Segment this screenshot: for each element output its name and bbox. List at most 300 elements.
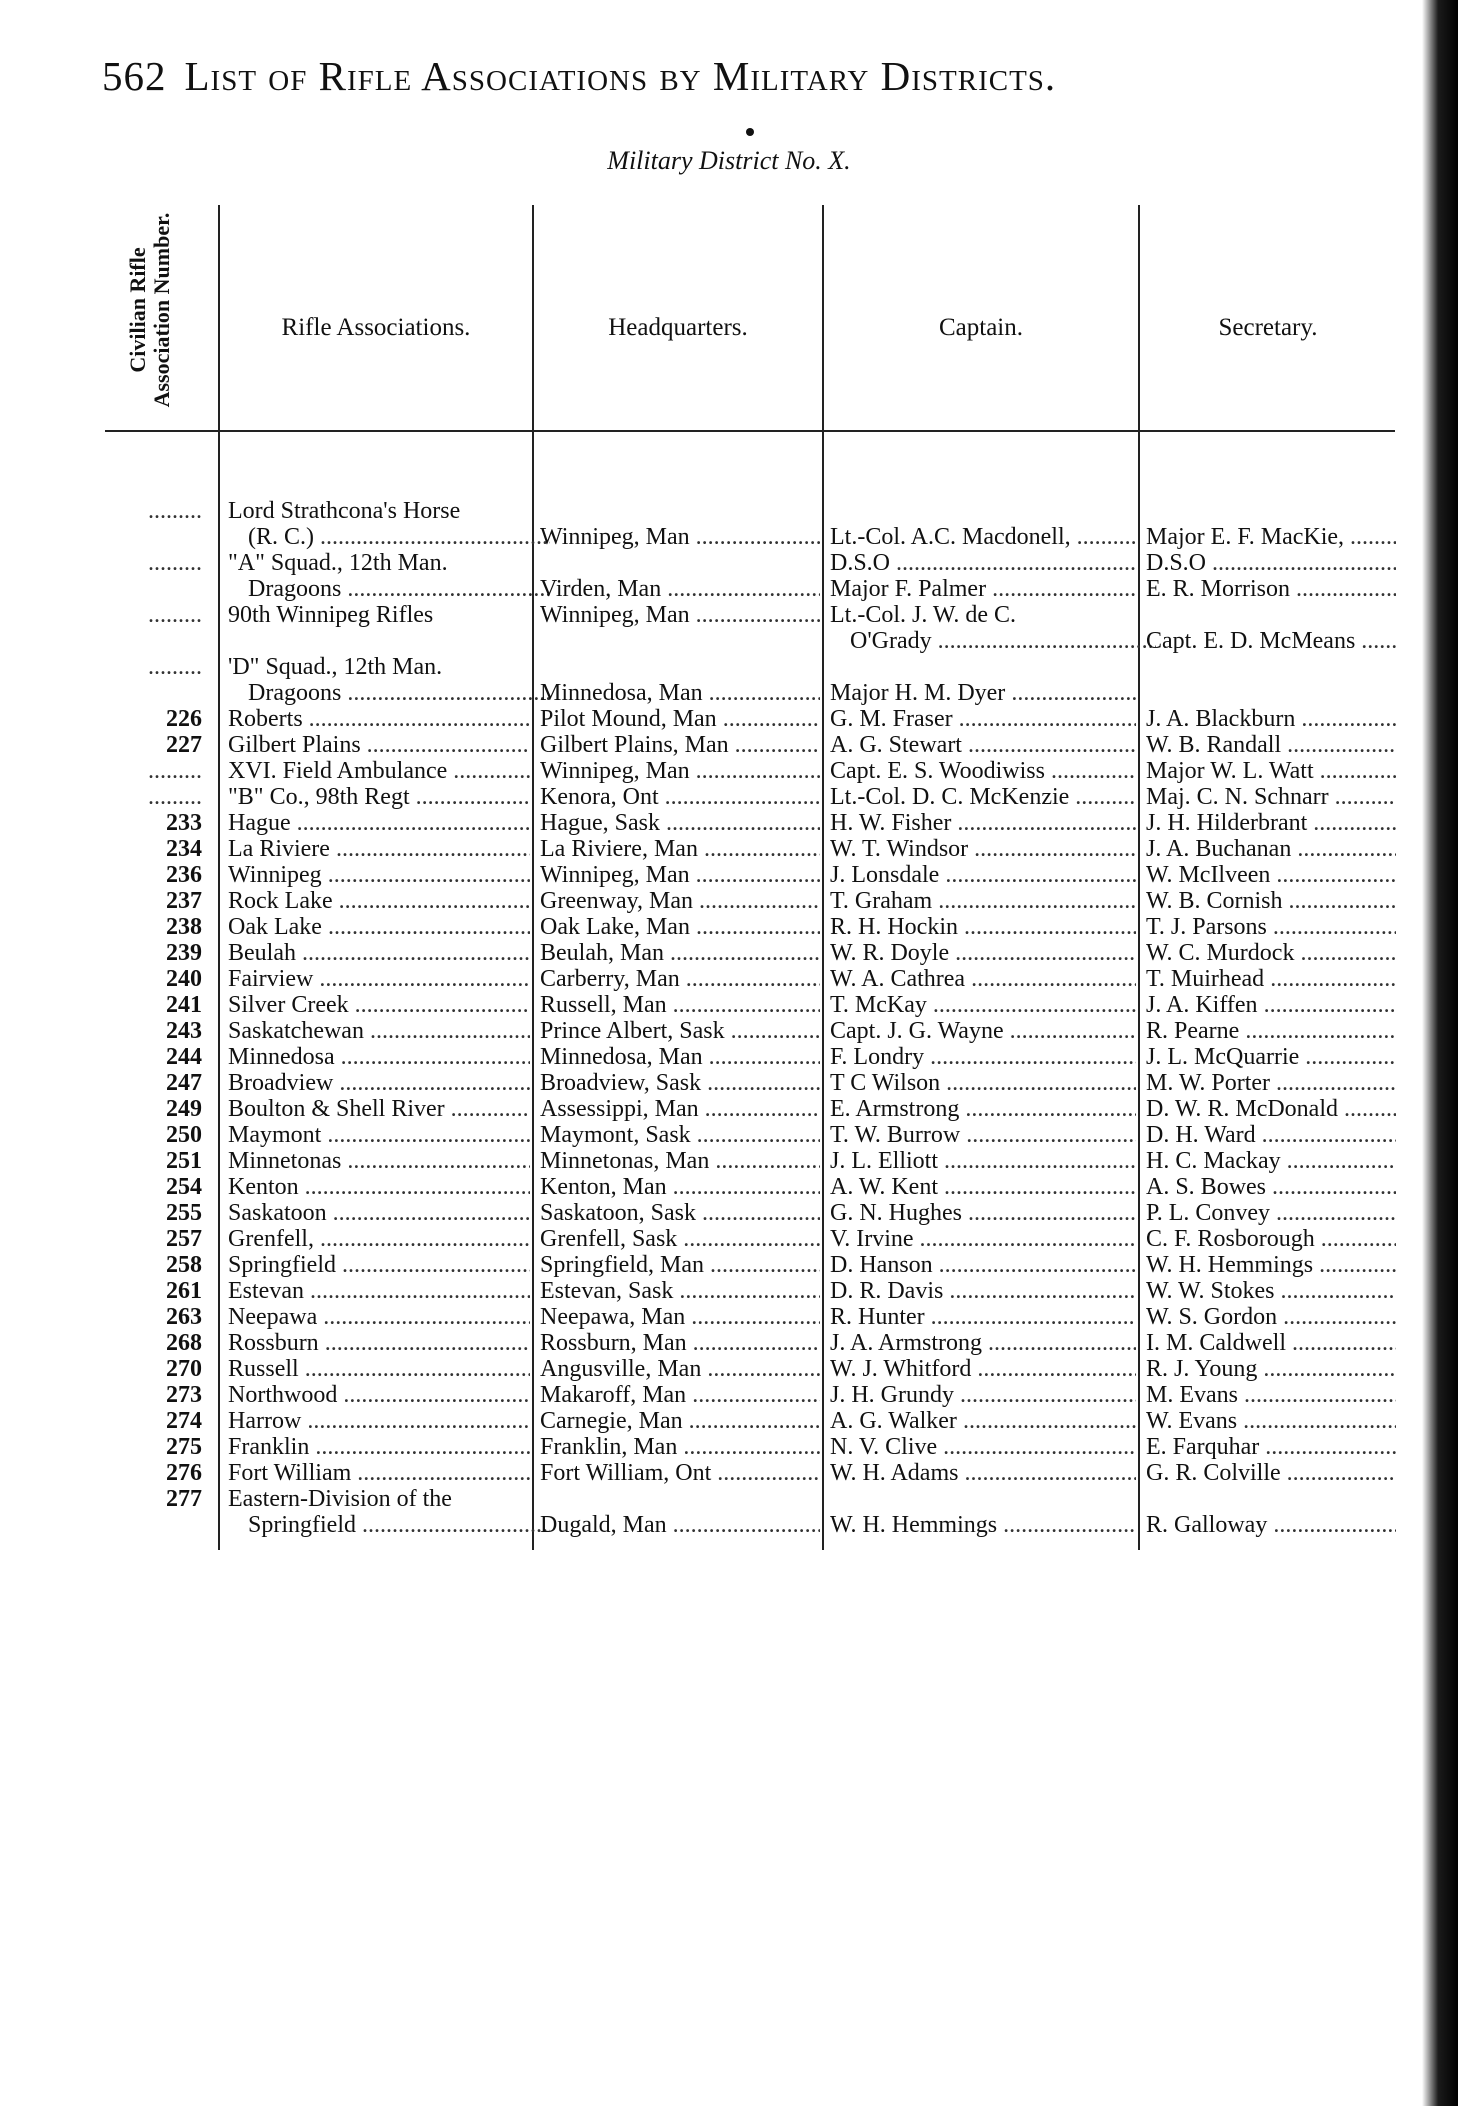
captain-text: T C Wilson bbox=[830, 1070, 941, 1096]
headquarters-text: Makaroff, Man bbox=[540, 1382, 687, 1408]
table-row bbox=[0, 1200, 1458, 1226]
secretary-text: G. R. Colville bbox=[1146, 1460, 1281, 1486]
association-number: 250 bbox=[166, 1122, 202, 1148]
secretary bbox=[1146, 1148, 1396, 1174]
secretary bbox=[1146, 1356, 1396, 1382]
headquarters bbox=[540, 1460, 820, 1486]
captain bbox=[830, 1512, 1136, 1538]
association-name-text: Minnetonas bbox=[228, 1148, 342, 1174]
secretary bbox=[1146, 1174, 1396, 1200]
headquarters bbox=[540, 732, 820, 758]
headquarters-text: Dugald, Man bbox=[540, 1512, 667, 1538]
secretary-text: T. Muirhead bbox=[1146, 966, 1265, 992]
table-row bbox=[0, 940, 1458, 966]
captain bbox=[830, 1122, 1136, 1148]
table-row bbox=[0, 810, 1458, 836]
secretary bbox=[1146, 1304, 1396, 1330]
headquarters-text: Pilot Mound, Man bbox=[540, 706, 717, 732]
headquarters-text: Winnipeg, Man bbox=[540, 602, 690, 628]
secretary-text: W. C. Murdock bbox=[1146, 940, 1295, 966]
table-row bbox=[0, 1356, 1458, 1382]
secretary bbox=[1146, 1096, 1396, 1122]
association-name-text: Franklin bbox=[228, 1434, 310, 1460]
association-name-text: XVI. Field Ambulance bbox=[228, 758, 448, 784]
association-name-text: Estevan bbox=[228, 1278, 304, 1304]
headquarters bbox=[540, 836, 820, 862]
headquarters bbox=[540, 1044, 820, 1070]
headquarters bbox=[540, 1148, 820, 1174]
association-name bbox=[228, 654, 530, 680]
table-row bbox=[0, 654, 1458, 680]
captain bbox=[830, 1174, 1136, 1200]
association-name bbox=[228, 992, 530, 1018]
association-name-text: La Riviere bbox=[228, 836, 330, 862]
page-number: 562 bbox=[102, 53, 167, 99]
headquarters-text: Minnedosa, Man bbox=[540, 1044, 703, 1070]
association-number: ......... bbox=[148, 758, 202, 784]
headquarters-text: Russell, Man bbox=[540, 992, 667, 1018]
captain bbox=[830, 576, 1136, 602]
secretary bbox=[1146, 1460, 1396, 1486]
association-number: 238 bbox=[166, 914, 202, 940]
captain-text: N. V. Clive bbox=[830, 1434, 938, 1460]
table-row bbox=[0, 888, 1458, 914]
captain bbox=[830, 1044, 1136, 1070]
association-name bbox=[228, 862, 530, 888]
table-row bbox=[0, 1096, 1458, 1122]
headquarters bbox=[540, 1200, 820, 1226]
association-name-text: Rossburn bbox=[228, 1330, 319, 1356]
headquarters-text: Prince Albert, Sask bbox=[540, 1018, 725, 1044]
table-row bbox=[0, 1434, 1458, 1460]
captain bbox=[830, 1018, 1136, 1044]
secretary bbox=[1146, 1330, 1396, 1356]
association-name-text: 90th Winnipeg Rifles bbox=[228, 602, 434, 628]
association-name-text: Roberts bbox=[228, 706, 303, 732]
association-name bbox=[228, 1070, 530, 1096]
association-number: 276 bbox=[166, 1460, 202, 1486]
captain bbox=[830, 1356, 1136, 1382]
secretary bbox=[1146, 628, 1396, 654]
captain bbox=[830, 758, 1136, 784]
header-captain: Captain. bbox=[938, 314, 1023, 341]
captain bbox=[830, 784, 1136, 810]
captain bbox=[830, 966, 1136, 992]
captain bbox=[830, 680, 1136, 706]
association-number: 273 bbox=[166, 1382, 202, 1408]
captain-text: G. N. Hughes bbox=[830, 1200, 962, 1226]
secretary bbox=[1146, 992, 1396, 1018]
association-number: 251 bbox=[166, 1148, 202, 1174]
association-number: 244 bbox=[166, 1044, 202, 1070]
table-row bbox=[0, 550, 1458, 576]
secretary bbox=[1146, 550, 1396, 576]
secretary bbox=[1146, 1200, 1396, 1226]
association-name-text: Beulah bbox=[228, 940, 296, 966]
association-name bbox=[228, 1460, 530, 1486]
headquarters-text: Oak Lake, Man bbox=[540, 914, 690, 940]
association-name bbox=[228, 1330, 530, 1356]
captain-text: R. Hunter bbox=[830, 1304, 925, 1330]
table-row bbox=[0, 1252, 1458, 1278]
association-name bbox=[228, 706, 530, 732]
secretary bbox=[1146, 810, 1396, 836]
association-name bbox=[228, 1174, 530, 1200]
association-number: 270 bbox=[166, 1356, 202, 1382]
association-name-text: (R. C.) bbox=[248, 524, 314, 550]
headquarters-text: Beulah, Man bbox=[540, 940, 664, 966]
captain-text: E. Armstrong bbox=[830, 1096, 960, 1122]
association-number: 275 bbox=[166, 1434, 202, 1460]
headquarters-text: Carberry, Man bbox=[540, 966, 680, 992]
secretary bbox=[1146, 706, 1396, 732]
association-name bbox=[228, 1122, 530, 1148]
captain bbox=[830, 706, 1136, 732]
secretary-text: D. H. Ward bbox=[1146, 1122, 1256, 1148]
table-row bbox=[0, 1330, 1458, 1356]
secretary-text: A. S. Bowes bbox=[1146, 1174, 1267, 1200]
table-row bbox=[0, 1408, 1458, 1434]
secretary-text: W. B. Cornish bbox=[1146, 888, 1283, 914]
headquarters bbox=[540, 1304, 820, 1330]
secretary bbox=[1146, 1226, 1396, 1252]
secretary-text: W. McIlveen bbox=[1146, 862, 1271, 888]
association-name-text: Maymont bbox=[228, 1122, 322, 1148]
secretary-text: M. W. Porter bbox=[1146, 1070, 1271, 1096]
captain bbox=[830, 1304, 1136, 1330]
captain-text: Lt.-Col. A.C. Macdonell, bbox=[830, 524, 1071, 550]
secretary-text: W. Evans bbox=[1146, 1408, 1238, 1434]
captain bbox=[830, 628, 1156, 654]
association-number: 233 bbox=[166, 810, 202, 836]
headquarters-text: Fort William, Ont bbox=[540, 1460, 712, 1486]
association-name bbox=[228, 888, 530, 914]
captain-text: D. R. Davis bbox=[830, 1278, 944, 1304]
captain-text: Major H. M. Dyer bbox=[830, 680, 1006, 706]
association-name-text: Harrow bbox=[228, 1408, 302, 1434]
captain bbox=[830, 888, 1136, 914]
headquarters bbox=[540, 524, 820, 550]
captain bbox=[830, 1226, 1136, 1252]
association-name-text: Neepawa bbox=[228, 1304, 318, 1330]
association-name-text: Saskatchewan bbox=[228, 1018, 364, 1044]
association-name-text: Fairview bbox=[228, 966, 314, 992]
association-name bbox=[228, 1096, 530, 1122]
secretary-text: W. B. Randall bbox=[1146, 732, 1282, 758]
captain-text: H. W. Fisher bbox=[830, 810, 952, 836]
captain bbox=[830, 1096, 1136, 1122]
page-title-text: List of Rifle Associations by Military Districts. bbox=[184, 53, 1057, 99]
association-name-text: Boulton & Shell River bbox=[228, 1096, 445, 1122]
captain bbox=[830, 524, 1136, 550]
headquarters bbox=[540, 966, 820, 992]
association-name-text: Eastern-Division of the bbox=[228, 1486, 452, 1512]
secretary bbox=[1146, 888, 1396, 914]
headquarters bbox=[540, 1226, 820, 1252]
table-row bbox=[0, 836, 1458, 862]
secretary bbox=[1146, 1434, 1396, 1460]
secretary-text: W. H. Hemmings bbox=[1146, 1252, 1314, 1278]
headquarters-text: Hague, Sask bbox=[540, 810, 660, 836]
captain-text: T. W. Burrow bbox=[830, 1122, 961, 1148]
secretary-text: C. F. Rosborough bbox=[1146, 1226, 1315, 1252]
captain bbox=[830, 602, 1136, 628]
headquarters bbox=[540, 758, 820, 784]
secretary-text: T. J. Parsons bbox=[1146, 914, 1267, 940]
association-name bbox=[228, 550, 530, 576]
header-secretary: Secretary. bbox=[1218, 314, 1318, 341]
association-name bbox=[228, 836, 530, 862]
association-name-text: 'D" Squad., 12th Man. bbox=[228, 654, 443, 680]
secretary-text: M. Evans bbox=[1146, 1382, 1238, 1408]
table-row bbox=[0, 1278, 1458, 1304]
association-name-text: Minnedosa bbox=[228, 1044, 335, 1070]
table-row bbox=[0, 966, 1458, 992]
secretary bbox=[1146, 784, 1396, 810]
captain bbox=[830, 1460, 1136, 1486]
headquarters-text: Neepawa, Man bbox=[540, 1304, 686, 1330]
page-title bbox=[102, 52, 1342, 100]
captain-text: A. G. Stewart bbox=[830, 732, 962, 758]
headquarters-text: Estevan, Sask bbox=[540, 1278, 674, 1304]
page-edge-shadow bbox=[1422, 0, 1458, 2106]
header-headquarters: Headquarters. bbox=[608, 314, 748, 341]
association-number: 277 bbox=[166, 1486, 202, 1512]
association-name bbox=[228, 1512, 550, 1538]
captain-text: Major F. Palmer bbox=[830, 576, 987, 602]
captain-text: D. Hanson bbox=[830, 1252, 933, 1278]
captain bbox=[830, 1434, 1136, 1460]
captain bbox=[830, 1382, 1136, 1408]
captain-text: R. H. Hockin bbox=[830, 914, 958, 940]
association-name-text: "B" Co., 98th Regt bbox=[228, 784, 410, 810]
association-number: 239 bbox=[166, 940, 202, 966]
secretary-text: R. J. Young bbox=[1146, 1356, 1258, 1382]
captain-text: T. Graham bbox=[830, 888, 933, 914]
ornament-dot bbox=[746, 128, 754, 136]
table-row bbox=[0, 992, 1458, 1018]
association-name-text: Lord Strathcona's Horse bbox=[228, 498, 461, 524]
headquarters-text: Saskatoon, Sask bbox=[540, 1200, 696, 1226]
table-row bbox=[0, 1382, 1458, 1408]
table-row bbox=[0, 1122, 1458, 1148]
table-row bbox=[0, 1174, 1458, 1200]
association-number: 243 bbox=[166, 1018, 202, 1044]
association-name bbox=[228, 1434, 530, 1460]
secretary bbox=[1146, 1408, 1396, 1434]
association-name-text: Kenton bbox=[228, 1174, 299, 1200]
table-row bbox=[0, 602, 1458, 628]
association-name-text: Silver Creek bbox=[228, 992, 349, 1018]
headquarters-text: Assessippi, Man bbox=[540, 1096, 699, 1122]
captain bbox=[830, 862, 1136, 888]
secretary-text: Maj. C. N. Schnarr bbox=[1146, 784, 1329, 810]
captain-text: W. A. Cathrea bbox=[830, 966, 966, 992]
captain-text: J. Lonsdale bbox=[830, 862, 940, 888]
headquarters-text: Virden, Man bbox=[540, 576, 662, 602]
table-row bbox=[0, 576, 1458, 602]
association-name-text: Saskatoon bbox=[228, 1200, 327, 1226]
captain-text: W. H. Adams bbox=[830, 1460, 959, 1486]
headquarters bbox=[540, 888, 820, 914]
association-name bbox=[228, 732, 530, 758]
captain-text: V. Irvine bbox=[830, 1226, 914, 1252]
association-name bbox=[228, 758, 530, 784]
headquarters bbox=[540, 862, 820, 888]
association-number: 258 bbox=[166, 1252, 202, 1278]
association-name-text: Grenfell, bbox=[228, 1226, 314, 1252]
association-name-text: Russell bbox=[228, 1356, 299, 1382]
secretary bbox=[1146, 940, 1396, 966]
headquarters bbox=[540, 1018, 820, 1044]
headquarters bbox=[540, 940, 820, 966]
secretary-text: E. Farquhar bbox=[1146, 1434, 1260, 1460]
headquarters-text: Kenora, Ont bbox=[540, 784, 659, 810]
association-number: ......... bbox=[148, 654, 202, 680]
headquarters bbox=[540, 1174, 820, 1200]
association-name bbox=[228, 940, 530, 966]
headquarters bbox=[540, 1278, 820, 1304]
association-name-text: Northwood bbox=[228, 1382, 338, 1408]
association-name-text: Dragoons bbox=[248, 680, 342, 706]
association-name-text: Fort William bbox=[228, 1460, 352, 1486]
association-name bbox=[228, 1304, 530, 1330]
captain bbox=[830, 1148, 1136, 1174]
association-number: 261 bbox=[166, 1278, 202, 1304]
secretary bbox=[1146, 1252, 1396, 1278]
headquarters-text: Minnedosa, Man bbox=[540, 680, 703, 706]
captain bbox=[830, 914, 1136, 940]
secretary-text: Major E. F. MacKie, bbox=[1146, 524, 1345, 550]
captain-text: W. R. Doyle bbox=[830, 940, 950, 966]
association-name-text: Dragoons bbox=[248, 576, 342, 602]
secretary-text: E. R. Morrison bbox=[1146, 576, 1290, 602]
headquarters bbox=[540, 706, 820, 732]
headquarters-text: Springfield, Man bbox=[540, 1252, 704, 1278]
association-number: 236 bbox=[166, 862, 202, 888]
headquarters bbox=[540, 1434, 820, 1460]
headquarters bbox=[540, 810, 820, 836]
captain bbox=[830, 1330, 1136, 1356]
secretary-text: P. L. Convey bbox=[1146, 1200, 1271, 1226]
association-number: 247 bbox=[166, 1070, 202, 1096]
captain-text: D.S.O bbox=[830, 550, 891, 576]
headquarters-text: Maymont, Sask bbox=[540, 1122, 691, 1148]
secretary bbox=[1146, 914, 1396, 940]
table-row bbox=[0, 1226, 1458, 1252]
headquarters bbox=[540, 1096, 820, 1122]
captain bbox=[830, 732, 1136, 758]
captain-text: Lt.-Col. D. C. McKenzie bbox=[830, 784, 1070, 810]
table-row bbox=[0, 1018, 1458, 1044]
association-name bbox=[228, 1226, 530, 1252]
association-name-text: Gilbert Plains bbox=[228, 732, 361, 758]
headquarters bbox=[540, 1408, 820, 1434]
secretary bbox=[1146, 836, 1396, 862]
headquarters bbox=[540, 784, 820, 810]
secretary bbox=[1146, 576, 1396, 602]
association-name bbox=[228, 1044, 530, 1070]
headquarters-text: Winnipeg, Man bbox=[540, 758, 690, 784]
captain bbox=[830, 1278, 1136, 1304]
association-name-text: Rock Lake bbox=[228, 888, 333, 914]
association-name bbox=[228, 1200, 530, 1226]
captain-text: O'Grady bbox=[850, 628, 932, 654]
headquarters-text: Gilbert Plains, Man bbox=[540, 732, 729, 758]
headquarters bbox=[540, 914, 820, 940]
association-number: ......... bbox=[148, 602, 202, 628]
headquarters-text: Angusville, Man bbox=[540, 1356, 702, 1382]
association-number: 227 bbox=[166, 732, 202, 758]
association-name bbox=[228, 1252, 530, 1278]
association-number: 240 bbox=[166, 966, 202, 992]
headquarters-text: Grenfell, Sask bbox=[540, 1226, 678, 1252]
captain-text: W. J. Whitford bbox=[830, 1356, 972, 1382]
secretary-text: Capt. E. D. McMeans bbox=[1146, 628, 1356, 654]
headquarters bbox=[540, 1512, 820, 1538]
secretary bbox=[1146, 1070, 1396, 1096]
association-name bbox=[228, 1018, 530, 1044]
table-row bbox=[0, 1304, 1458, 1330]
association-number: 263 bbox=[166, 1304, 202, 1330]
secretary-text: I. M. Caldwell bbox=[1146, 1330, 1286, 1356]
association-name-text: Springfield bbox=[228, 1252, 336, 1278]
association-name bbox=[228, 498, 530, 524]
captain-text: A. W. Kent bbox=[830, 1174, 938, 1200]
secretary-text: D. W. R. McDonald bbox=[1146, 1096, 1338, 1122]
header-number: Civilian Rifle Association Number. bbox=[125, 212, 174, 408]
association-name bbox=[228, 1148, 530, 1174]
captain bbox=[830, 1070, 1136, 1096]
table-row bbox=[0, 1460, 1458, 1486]
district-subtitle: Military District No. X. bbox=[607, 146, 851, 175]
captain bbox=[830, 992, 1136, 1018]
table-row bbox=[0, 498, 1458, 524]
captain-text: J. L. Elliott bbox=[830, 1148, 938, 1174]
secretary-text: R. Pearne bbox=[1146, 1018, 1240, 1044]
captain-text: G. M. Fraser bbox=[830, 706, 953, 732]
association-number: ......... bbox=[148, 784, 202, 810]
secretary bbox=[1146, 862, 1396, 888]
table-row bbox=[0, 1044, 1458, 1070]
secretary bbox=[1146, 732, 1396, 758]
association-number: 234 bbox=[166, 836, 202, 862]
association-name bbox=[228, 784, 530, 810]
headquarters-text: La Riviere, Man bbox=[540, 836, 698, 862]
table-row bbox=[0, 758, 1458, 784]
headquarters-text: Kenton, Man bbox=[540, 1174, 667, 1200]
captain bbox=[830, 1200, 1136, 1226]
secretary bbox=[1146, 1278, 1396, 1304]
captain bbox=[830, 1408, 1136, 1434]
headquarters-text: Franklin, Man bbox=[540, 1434, 678, 1460]
secretary-text: W. W. Stokes bbox=[1146, 1278, 1275, 1304]
association-name bbox=[228, 602, 530, 628]
captain-text: F. Londry bbox=[830, 1044, 925, 1070]
captain bbox=[830, 940, 1136, 966]
headquarters-text: Minnetonas, Man bbox=[540, 1148, 710, 1174]
secretary bbox=[1146, 1044, 1396, 1070]
table-row bbox=[0, 1486, 1458, 1512]
secretary-text: J. A. Buchanan bbox=[1146, 836, 1292, 862]
secretary bbox=[1146, 1382, 1396, 1408]
secretary bbox=[1146, 758, 1396, 784]
secretary-text: J. A. Kiffen bbox=[1146, 992, 1258, 1018]
headquarters bbox=[540, 992, 820, 1018]
header-rule bbox=[105, 430, 1395, 432]
secretary-text: J. L. McQuarrie bbox=[1146, 1044, 1300, 1070]
captain-text: W. T. Windsor bbox=[830, 836, 969, 862]
